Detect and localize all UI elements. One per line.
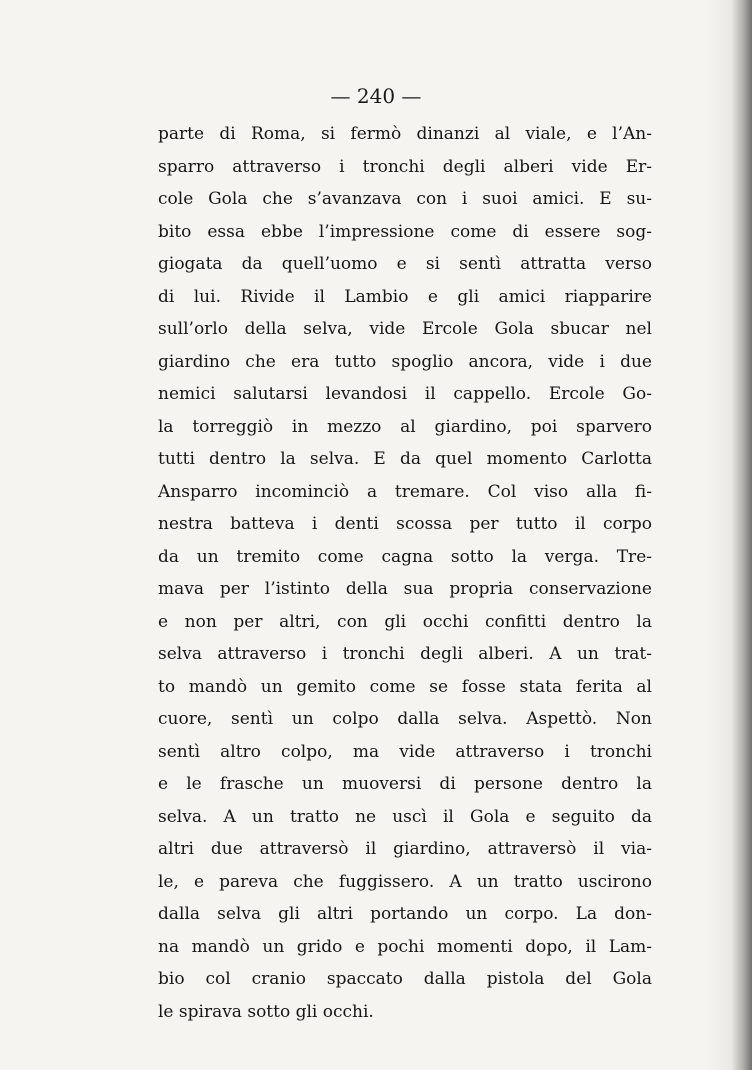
text-line: selva attraverso i tronchi degli alberi. A un trat-: [158, 644, 652, 664]
text-line: sparro attraverso i tronchi degli alberi vide Er-: [158, 156, 652, 177]
text-line: nestra batteva i denti scossa per tutto il corpo: [158, 514, 652, 534]
text-line: la torreggiò in mezzo al giardino, poi sparvero: [158, 416, 652, 437]
text-line: altri due attraversò il giardino, attraversò il via-: [158, 839, 652, 859]
text-line: le spirava sotto gli occhi.: [158, 1001, 374, 1022]
text-line: giardino che era tutto spoglio ancora, vide i due: [158, 351, 652, 372]
text-line: tutti dentro la selva. E da quel momento Carlotta: [158, 449, 652, 469]
page-edge-shadow: [706, 0, 752, 1070]
text-line: na mandò un grido e pochi momenti dopo, il Lam-: [158, 936, 652, 957]
text-line: giogata da quell’uomo e si sentì attratta verso: [158, 254, 652, 274]
text-line: nemici salutarsi levandosi il cappello. Ercole Go-: [158, 384, 652, 404]
text-line: da un tremito come cagna sotto la verga. Tre-: [158, 546, 652, 567]
text-line: mava per l’istinto della sua propria conservazione: [158, 579, 652, 599]
text-line: selva. A un tratto ne uscì il Gola e seguito da: [158, 806, 652, 827]
page-number: — 240 —: [330, 84, 422, 108]
text-line: Ansparro incominciò a tremare. Col viso alla fi-: [158, 481, 652, 502]
text-line: bio col cranio spaccato dalla pistola del Gola: [158, 969, 652, 989]
text-line: sull’orlo della selva, vide Ercole Gola sbucar nel: [158, 319, 652, 339]
body-text: [158, 118, 652, 1028]
text-line: cole Gola che s’avanzava con i suoi amici. E su-: [158, 189, 652, 209]
text-line: le, e pareva che fuggissero. A un tratto uscirono: [158, 871, 652, 892]
text-line: e non per altri, con gli occhi confitti dentro la: [158, 611, 652, 632]
text-line: di lui. Rivide il Lambio e gli amici riapparire: [158, 286, 652, 307]
text-line: e le frasche un muoversi di persone dentro la: [158, 774, 652, 794]
text-line: sentì altro colpo, ma vide attraverso i tronchi: [158, 741, 652, 762]
text-line: dalla selva gli altri portando un corpo. La don-: [158, 904, 652, 924]
text-line: to mandò un gemito come se fosse stata ferita al: [158, 676, 652, 697]
text-line: cuore, sentì un colpo dalla selva. Aspettò. Non: [158, 709, 652, 729]
text-line: bito essa ebbe l’impressione come di essere sog-: [158, 221, 652, 242]
text-line: parte di Roma, si fermò dinanzi al viale, e l’An-: [158, 124, 652, 144]
